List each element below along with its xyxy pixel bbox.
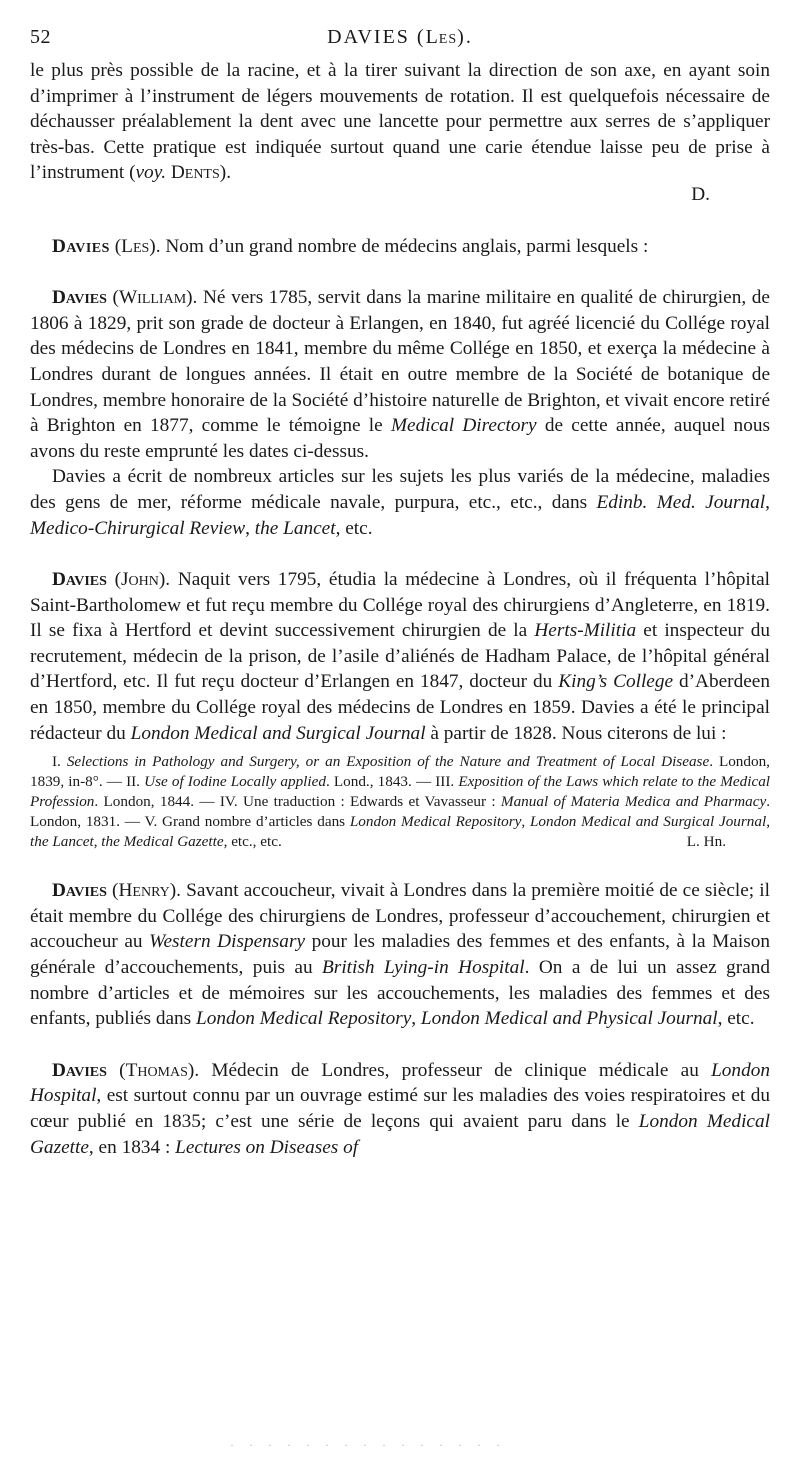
intro-dents-end: ). [219, 162, 232, 184]
entry-text: ). Savant accoucheur, vivait à Londres dans la première moitié de ce siècle; il était membre du Collége des chirurgiens de Londres, professeur d’accouchement, chirurgien et accoucheur au [30, 880, 770, 953]
entry-paren: ( [109, 235, 122, 257]
entry-william-p2 [30, 464, 770, 541]
title-london-journal: London Medical and Surgical Journal [130, 722, 426, 744]
entry-text: , etc. [335, 517, 373, 539]
title-london-hospital: London Hospital [30, 1059, 770, 1107]
title-edinb: Edinb. Med. Journal [596, 491, 766, 513]
intro-voy: voy. [135, 162, 167, 184]
bib-title: London Medical Repository [349, 813, 522, 831]
title-herts-militia: Herts-Militia [534, 620, 637, 642]
page-number: 52 [30, 26, 51, 48]
title-medical-directory: Medical Directory [390, 415, 537, 437]
entry-davies-les [30, 234, 770, 260]
bib-text: I. [52, 753, 67, 771]
entry-headword: Davies [52, 287, 107, 309]
entry-paren: ( [106, 287, 119, 309]
title-western-dispensary: Western Dispensary [149, 931, 306, 953]
entry-paren: ( [106, 1059, 126, 1081]
entry-text: , est surtout connu par un ouvrage estimé sur les maladies des voies respiratoires et du cœur publié en 1835; c’est une série de leçons qui avaient paru dans le [30, 1085, 770, 1132]
entry-headword: Davies [52, 1059, 107, 1081]
body-text [30, 58, 770, 1160]
entry-thomas [30, 1058, 770, 1160]
bib-title: Use of Iodine Locally applied [144, 773, 326, 791]
entry-text: ). Nom d’un grand nombre de médecins anglais, parmi lesquels : [149, 235, 649, 257]
entry-name: Les [121, 235, 150, 257]
entry-text: Davies a écrit de nombreux articles sur les sujets les plus variés de la médecine, maladies des gens de mer, réforme médicale navale, purpura, etc., etc., dans [30, 466, 770, 513]
title-repository: London Medical Repository [196, 1008, 412, 1030]
entry-text: pour les maladies des femmes et des enfants, à la Maison générale d’accouchements, puis au [30, 931, 771, 979]
title-british-lying-in: British Lying-in Hospital [322, 957, 525, 979]
john-signature: L. Hn. [686, 833, 726, 851]
entry-text: , en 1834 : [88, 1136, 176, 1158]
entry-text: , etc. [717, 1008, 755, 1030]
bib-title: the Lancet [30, 833, 94, 851]
entry-name: John [121, 569, 159, 591]
separator: , [411, 1008, 421, 1030]
page-header [30, 26, 770, 56]
bib-text: . London, 1839, in-8°. — II. [30, 753, 770, 791]
entry-john [30, 567, 770, 746]
bib-text: . London, 1844. — IV. Une traduction : Edwards et Vavasseur : [94, 793, 501, 811]
running-head-end: ). [457, 26, 473, 48]
separator: , [245, 517, 255, 539]
entry-text: d’Aberdeen en 1850, membre du Collége royal des médecins de Londres en 1859. Davies a été le principal rédacteur du [30, 671, 771, 744]
title-lancet: the Lancet [254, 517, 336, 539]
entry-text: ). Né vers 1785, servit dans la marine militaire en qualité de chirurgien, de 1806 à 1829, prit son grade de docteur à Erlangen, en 1840, fut agréé licencié du Collége royal des médecins de Londres en 1841, membre du même Collége en 1850, et exerça la médecine à Londres durant de longues années. Il était en outre membre de la Société de botanique de Londres, membre honoraire de la Société d’histoire naturelle de Brighton, et vivait encore retiré à Brighton en 1877, comme le témoigne le [30, 287, 770, 437]
title-physical-journal: London Medical and Physical Journal [420, 1008, 718, 1030]
bib-title: Selections in Pathology and Surgery, or an Exposition of the Nature and Treatment of Local Disease [66, 753, 710, 771]
scan-noise-divider: · · · · · · · · · · · · · · · [230, 1438, 506, 1448]
intro-paragraph [30, 58, 770, 186]
entry-henry [30, 878, 770, 1032]
entry-headword: Davies [52, 880, 107, 902]
entry-headword: Davies [52, 235, 110, 257]
running-head-main: DAVIES ( [327, 26, 426, 48]
separator: , [765, 491, 770, 513]
bib-text: . London, 1831. — V. Grand nombre d’articles dans [30, 793, 771, 831]
entry-text: et inspecteur du recrutement, médecin de la prison, de l’asile d’aliénés de Hadham Palace, de l’hôpital général d’Hertford, etc. Il fut reçu docteur d’Erlangen en 1847, docteur du [30, 620, 770, 693]
entry-text: de cette année, auquel nous avons du reste emprunté les dates ci-dessus. [30, 415, 770, 462]
intro-dents: Dents [170, 162, 220, 184]
intro-text: le plus près possible de la racine, et à la tirer suivant la direction de son axe, en ayant soin d’imprimer à l’instrument de légers mouvements de rotation. Il est quelquefois nécessaire de déchausser préalablement la dent avec une lancette pour permettre aux serres de s’appliquer très-bas. Cette pratique est indiquée surtout quand une carie étendue laisse peu de prise à l’instrument ( [30, 60, 770, 184]
separator: , [93, 833, 102, 851]
title-medico-chir: Medico-Chirurgical Review [30, 517, 246, 539]
intro-signature: D. [691, 183, 710, 205]
entry-name: William [118, 287, 187, 309]
entry-name: Thomas [125, 1059, 188, 1081]
bibliography-john [30, 752, 770, 852]
entry-paren: ( [106, 569, 122, 591]
separator: , [521, 813, 530, 831]
running-head-sc: Les [425, 26, 458, 48]
bib-text: . Lond., 1843. — III. [325, 773, 459, 791]
entry-text: à partir de 1828. Nous citerons de lui : [425, 722, 727, 744]
entry-name: Henry [118, 880, 170, 902]
bib-text: , etc., etc. [223, 833, 282, 851]
entry-paren: ( [106, 880, 119, 902]
entry-text: ). Médecin de Londres, professeur de clinique médicale au [187, 1059, 712, 1081]
entry-text: ). Naquit vers 1795, étudia la médecine à Londres, où il fréquenta l’hôpital Saint-Bartholomew et fut reçu membre du Collége royal des chirurgiens d’Angleterre, en 1819. Il se fixa à Hertford et devint successivement chirurgien de la [30, 569, 771, 642]
bib-title: London Medical and Surgical Journal [529, 813, 767, 831]
bib-title: Exposition of the Laws which relate to the Medical Profession [30, 773, 771, 811]
entry-william [30, 285, 770, 464]
bib-title: the Medical Gazette [101, 833, 224, 851]
bib-title: Manual of Materia Medica and Pharmacy [500, 793, 767, 811]
title-gazette: London Medical Gazette [30, 1111, 770, 1158]
entry-text: . On a de lui un assez grand nombre d’articles et de mémoires sur les accouchements, les maladies des femmes et des enfants, publiés dans [30, 957, 771, 1030]
title-kings-college: King’s College [558, 671, 674, 693]
separator: , [766, 813, 771, 831]
running-head [30, 26, 770, 49]
title-lectures: Lectures on Diseases of [175, 1136, 359, 1158]
entry-headword: Davies [52, 569, 107, 591]
